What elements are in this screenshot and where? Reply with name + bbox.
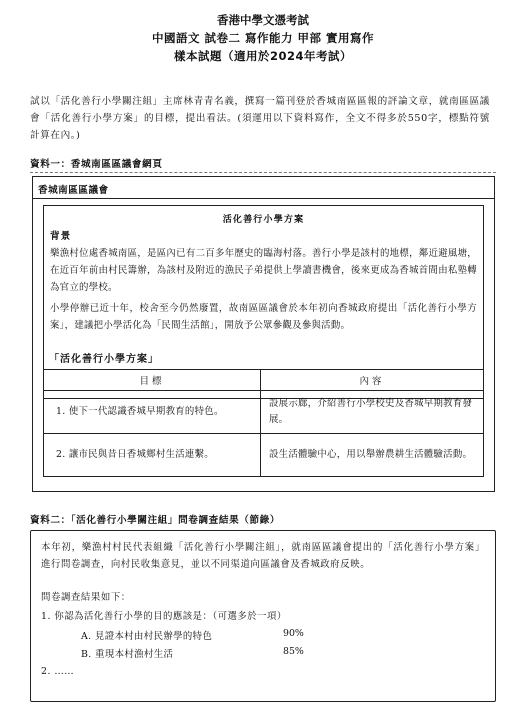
- sample-title: 樣本試題（適用於2024年考試）: [173, 49, 352, 63]
- column-header-content: 內容: [261, 370, 484, 391]
- webpage-header: [33, 177, 494, 199]
- section-divider: [30, 172, 496, 173]
- material1-webpage-box: [32, 176, 495, 492]
- exam-title: 香港中學文憑考試: [217, 13, 309, 27]
- background-heading: 背景: [50, 231, 72, 242]
- survey-option-b-percent: 85%: [283, 646, 304, 657]
- survey-paragraph: 本年初，樂漁村村民代表組織「活化善行小學關注組」，就南區區議會提出的「活化善行小學方案」進行問卷調查，向村民收集意見，並以不同渠道向區議會及香城政府反映。: [41, 542, 485, 570]
- table-cell-goal: 2. 讓市民與昔日香城鄉村生活連繫。: [44, 434, 261, 477]
- survey-option-b: B. 重現本村漁村生活: [81, 649, 174, 660]
- survey-results-intro: 問卷調查結果如下：: [41, 592, 131, 603]
- material1-label: 資料一：香城南區區議會網頁: [30, 159, 163, 170]
- paper-title: 中國語文 試卷二 寫作能力 甲部 實用寫作: [151, 31, 374, 45]
- table-row: [44, 434, 484, 477]
- task-instructions: 試以「活化善行小學關注組」主席林青青名義，撰寫一篇刊登於香城南區區報的評論文章，就南區區議會「活化善行小學方案」的目標，提出看法。(須運用以下資料寫作，全文不得多於550字，標點符號計算在內。): [30, 96, 490, 141]
- background-paragraph-2: 小學停辦已近十年，校舍至今仍然廢置，故南區區議會於本年初向香城政府提出「活化善行小學方案」，建議把小學活化為「民間生活館」，開放予公眾參觀及參與活動。: [50, 303, 477, 331]
- survey-option-a: A. 見證本村由村民辦學的特色: [81, 631, 213, 642]
- plan-title: 「活化善行小學方案」: [49, 354, 159, 365]
- material2-label: 資料二：「活化善行小學關注組」問卷調查結果（節錄）: [30, 515, 281, 526]
- table-cell-goal: 1. 使下一代認識香城早期教育的特色。: [44, 391, 261, 434]
- survey-question-1: 1. 你認為活化善行小學的目的應該是：（可選多於一項）: [41, 611, 287, 622]
- table-cell-content: 設展示廊，介紹善行小學校史及香城早期教育發展。: [261, 391, 484, 434]
- survey-question-2: 2. ……: [41, 666, 75, 677]
- table-cell-content: 設生活體驗中心，用以舉辦農耕生活體驗活動。: [261, 434, 484, 477]
- table-row: [44, 391, 484, 434]
- plan-table: [43, 369, 484, 477]
- scheme-title: 活化善行小學方案: [222, 215, 305, 225]
- background-paragraph-1: 樂漁村位處香城南區，是區內已有二百多年歷史的臨海村落。善行小學是該村的地標，鄰近避風塘，在近百年前由村民籌辦，為該村及附近的漁民子弟提供上學讀書機會，後來更成為香城首間由私塾轉為官立的學校。: [50, 248, 477, 293]
- column-header-goal: 目標: [44, 370, 261, 391]
- plan-table-header-row: [44, 370, 484, 391]
- survey-option-a-percent: 90%: [283, 628, 304, 639]
- material2-survey-box: [30, 530, 496, 702]
- council-name: 香城南區區議會: [38, 185, 109, 196]
